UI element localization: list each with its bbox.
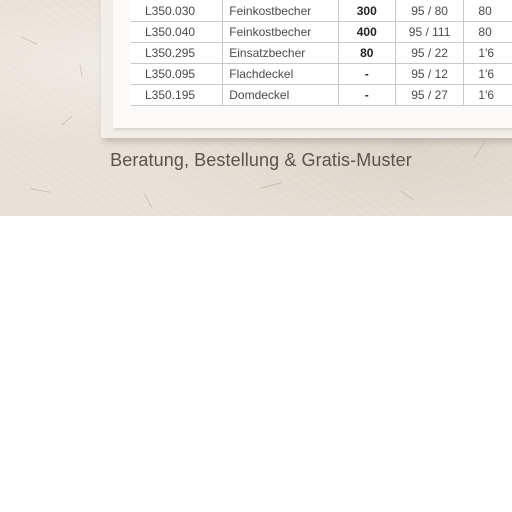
paper-fiber [21, 36, 38, 45]
table-row [131, 22, 512, 43]
paper-fiber [144, 193, 153, 207]
article-number: L350.095 [131, 64, 223, 85]
table-row [131, 43, 512, 64]
paper-fiber [79, 65, 82, 77]
table-row [131, 64, 512, 85]
blank-area [0, 216, 512, 512]
dimensions: 95 / 80 [395, 0, 464, 22]
consultation-caption: Beratung, Bestellung & Gratis-Muster [110, 150, 412, 170]
product-table [131, 0, 512, 106]
product-name: Feinkostbecher [223, 22, 338, 43]
product-name: Domdeckel [223, 85, 338, 106]
product-name: Einsatzbecher [223, 43, 338, 64]
dimensions: 95 / 27 [395, 85, 464, 106]
dimensions: 95 / 22 [395, 43, 464, 64]
table-row [131, 0, 512, 22]
article-number: L350.040 [131, 22, 223, 43]
product-name: Flachdeckel [223, 64, 338, 85]
quantity: - [338, 85, 395, 106]
table-row [131, 85, 512, 106]
product-name: Feinkostbecher [223, 0, 338, 22]
paper-fiber [260, 182, 282, 189]
dimensions: 95 / 111 [395, 22, 464, 43]
quantity: 80 [338, 43, 395, 64]
article-number: L350.195 [131, 85, 223, 106]
extra-value: 1'6 [464, 64, 512, 85]
quantity: 300 [338, 0, 395, 22]
extra-value: 1'6 [464, 85, 512, 106]
article-number: L350.295 [131, 43, 223, 64]
paper-fiber [401, 191, 414, 200]
quantity: 400 [338, 22, 395, 43]
dimensions: 95 / 12 [395, 64, 464, 85]
paper-fiber [61, 116, 72, 126]
product-banner [0, 0, 512, 216]
paper-fiber [30, 188, 50, 192]
extra-value: 80 [464, 22, 512, 43]
extra-value: 80 [464, 0, 512, 22]
quantity: - [338, 64, 395, 85]
extra-value: 1'6 [464, 43, 512, 64]
article-number: L350.030 [131, 0, 223, 22]
